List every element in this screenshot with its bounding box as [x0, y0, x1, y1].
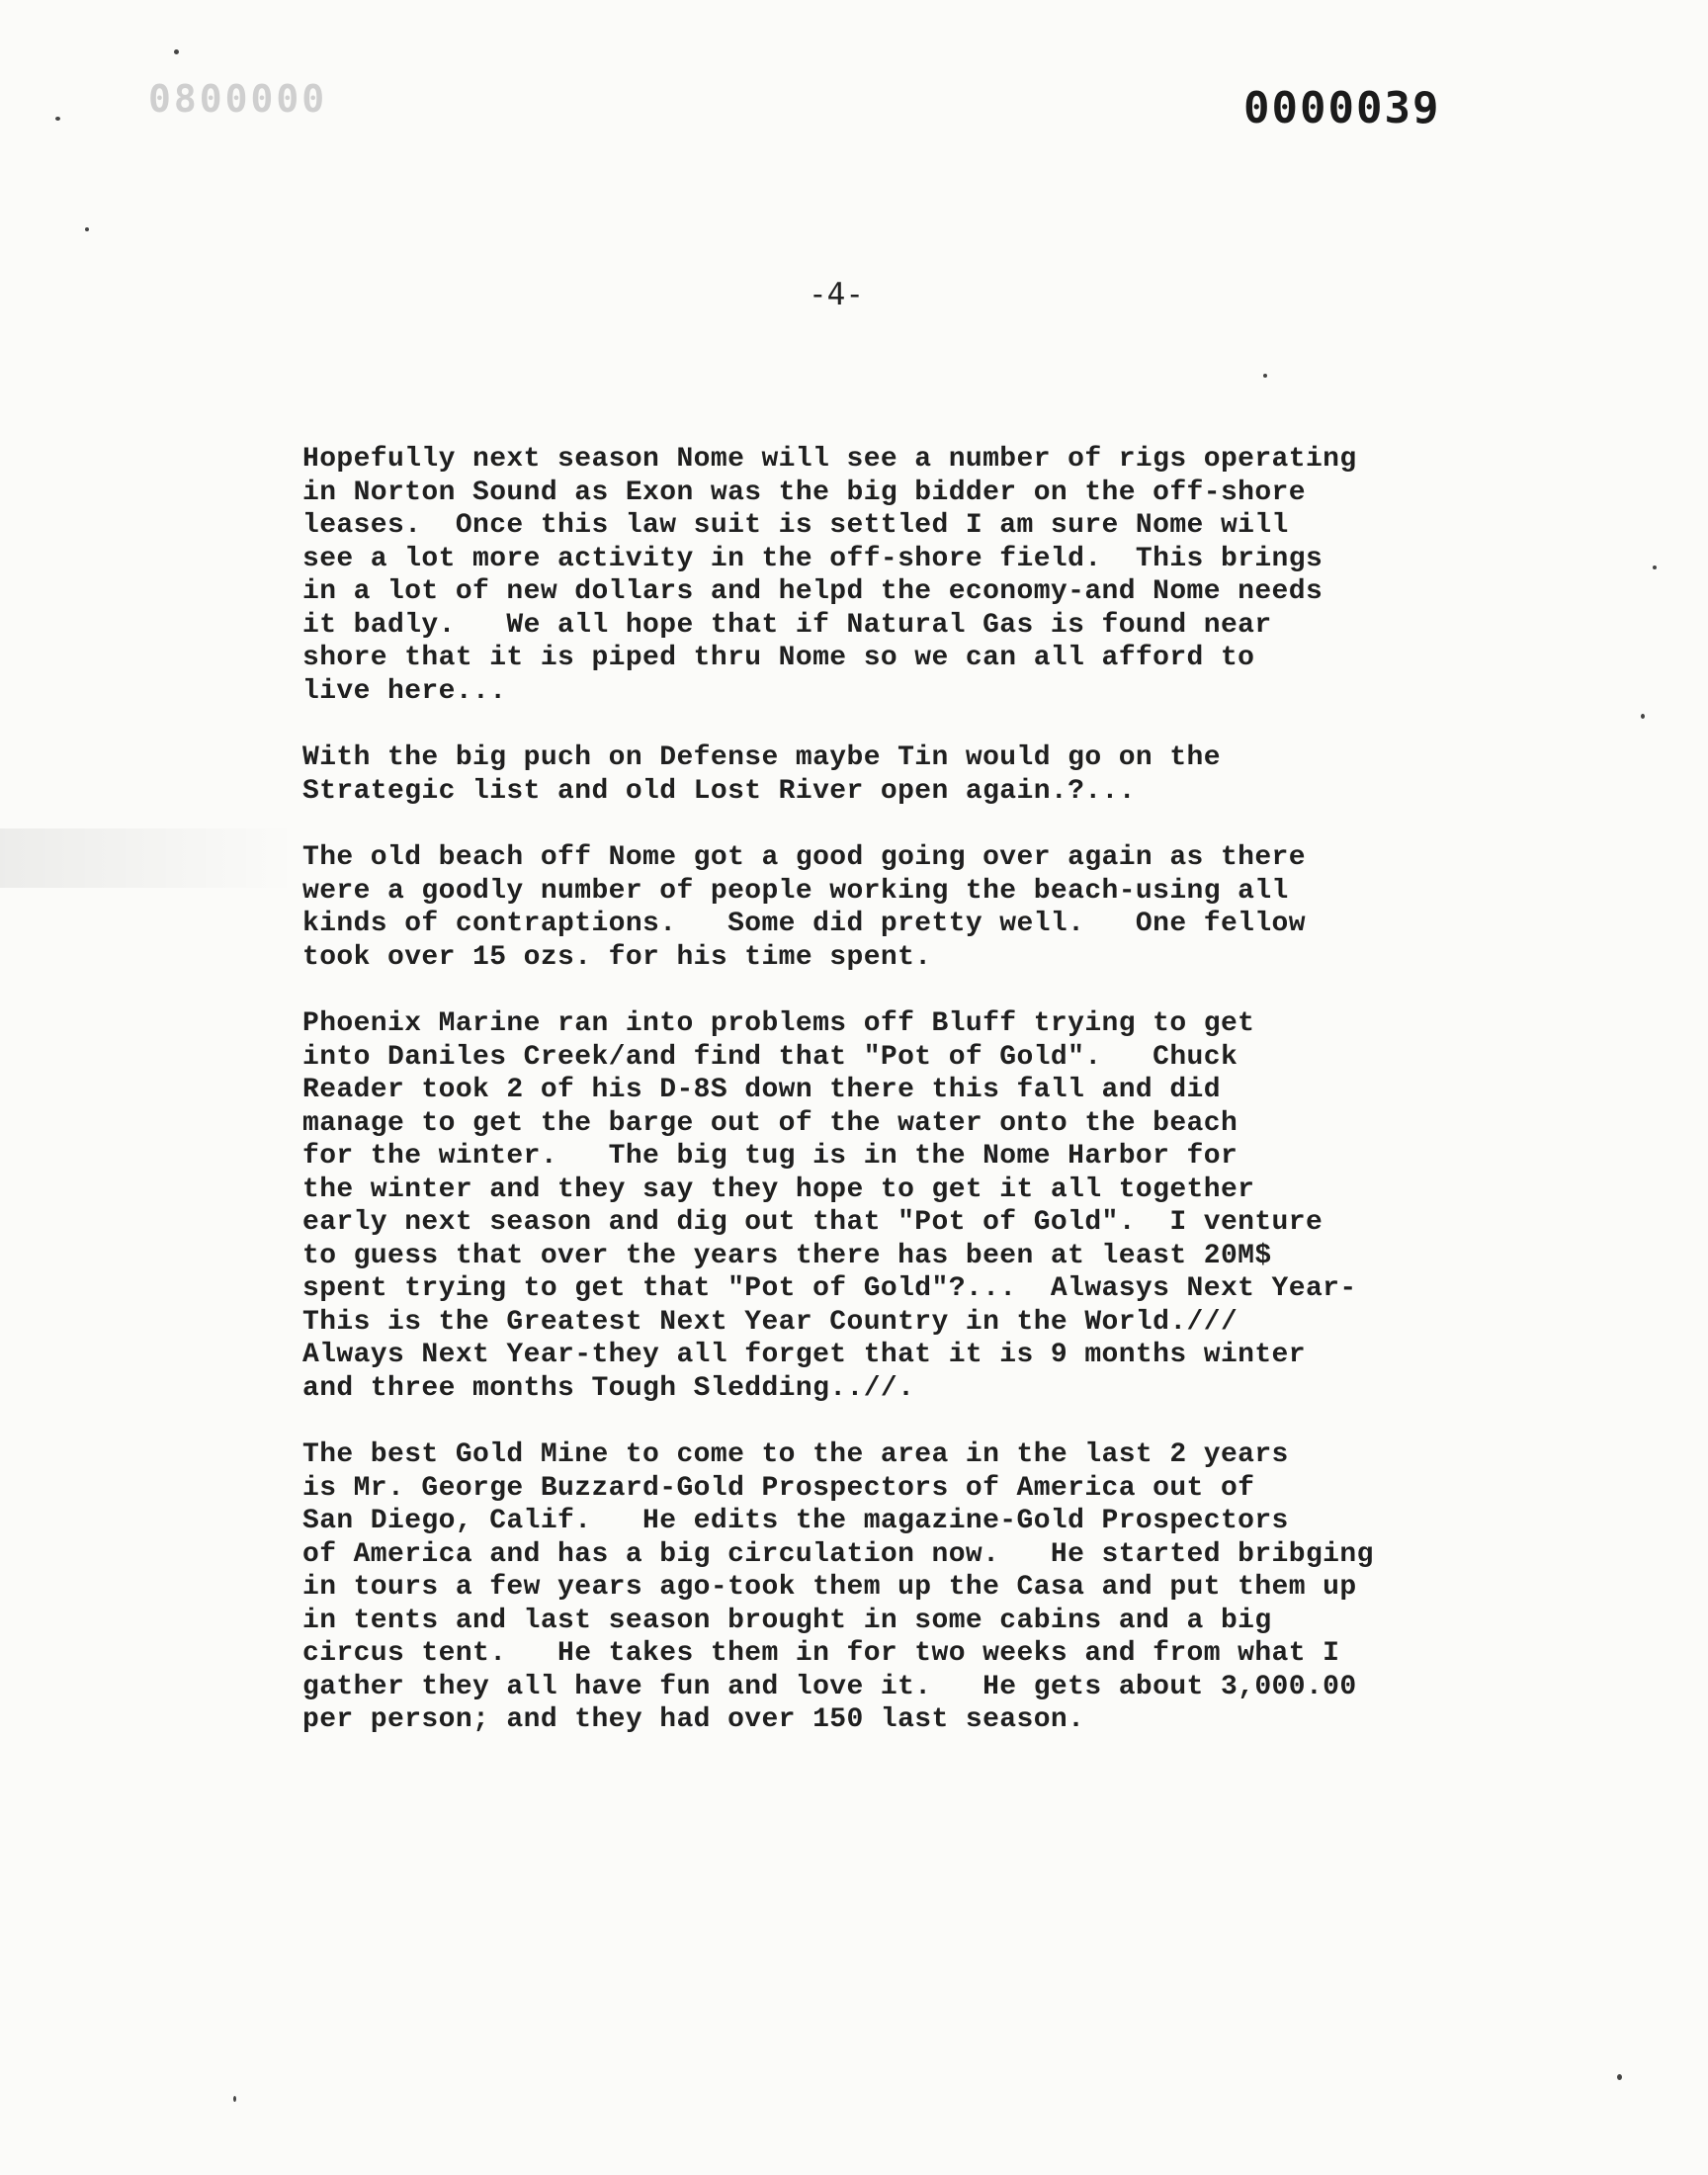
text-line: were a goodly number of people working the beach-using all: [302, 875, 1289, 907]
text-line: it badly. We all hope that if Natural Gas is found near: [302, 609, 1272, 641]
scan-speck: [1617, 2074, 1622, 2080]
text-line: gather they all have fun and love it. He gets about 3,000.00: [302, 1671, 1357, 1702]
text-line: in tents and last season brought in some cabins and a big: [302, 1605, 1272, 1636]
text-line: Always Next Year-they all forget that it is 9 months winter: [302, 1340, 1306, 1370]
text-line: for the winter. The big tug is in the Nome Harbor for: [302, 1141, 1238, 1172]
text-line: leases. Once this law suit is settled I am sure Nome will: [302, 510, 1289, 541]
scan-speck: [174, 49, 179, 54]
text-line: the winter and they say they hope to get it all together: [302, 1174, 1255, 1205]
text-line: in Norton Sound as Exon was the big bidder on the off-shore: [302, 477, 1306, 508]
text-line: shore that it is piped thru Nome so we can all afford to: [302, 643, 1255, 673]
text-line: per person; and they had over 150 last season.: [302, 1704, 1085, 1735]
text-line: live here...: [302, 675, 507, 707]
scan-speck: [85, 227, 89, 231]
text-line: in a lot of new dollars and helpd the economy-and Nome needs: [302, 576, 1324, 607]
text-line: is Mr. George Buzzard-Gold Prospectors of America out of: [302, 1472, 1255, 1504]
document-id-stamp: 0000039: [1243, 83, 1441, 133]
paragraph-offshore-leases: [302, 443, 1587, 708]
text-line: Reader took 2 of his D-8S down there this fall and did: [302, 1075, 1221, 1105]
text-line: Phoenix Marine ran into problems off Bluff trying to get: [302, 1008, 1255, 1039]
text-line: see a lot more activity in the off-shore field. This brings: [302, 543, 1324, 574]
text-line: The best Gold Mine to come to the area in the last 2 years: [302, 1439, 1289, 1470]
paragraph-gold-prospectors: [302, 1438, 1587, 1737]
text-line: kinds of contraptions. Some did pretty well. One fellow: [302, 909, 1306, 939]
scan-speck: [1263, 374, 1267, 378]
text-line: in tours a few years ago-took them up the Casa and put them up: [302, 1572, 1357, 1603]
text-line: With the big puch on Defense maybe Tin would go on the: [302, 742, 1221, 773]
paragraph-phoenix-marine: [302, 1007, 1587, 1405]
paragraph-old-beach: [302, 841, 1587, 974]
scan-speck: [233, 2096, 236, 2102]
page-number: -4-: [809, 277, 864, 312]
faint-document-number-stamp: 0800000: [148, 77, 328, 121]
text-line: circus tent. He takes them in for two weeks and from what I: [302, 1638, 1340, 1669]
paragraph-defense-tin: [302, 741, 1587, 808]
text-line: Hopefully next season Nome will see a number of rigs operating: [302, 444, 1357, 475]
text-line: took over 15 ozs. for his time spent.: [302, 941, 932, 973]
scan-speck: [1641, 714, 1645, 719]
text-line: Strategic list and old Lost River open again.?...: [302, 775, 1136, 807]
scan-speck: [1653, 566, 1657, 569]
text-line: spent trying to get that "Pot of Gold"?... Alwasys Next Year-: [302, 1273, 1357, 1304]
text-line: manage to get the barge out of the water onto the beach: [302, 1107, 1238, 1139]
text-line: into Daniles Creek/and find that "Pot of Gold". Chuck: [302, 1041, 1238, 1073]
scan-smudge: [0, 828, 297, 888]
text-line: San Diego, Calif. He edits the magazine-Gold Prospectors: [302, 1506, 1289, 1536]
text-line: and three months Tough Sledding..//.: [302, 1372, 915, 1404]
text-line: to guess that over the years there has been at least 20M$: [302, 1240, 1272, 1271]
letter-body: [302, 443, 1587, 1771]
text-line: of America and has a big circulation now. He started bribging: [302, 1538, 1374, 1570]
scan-speck: [55, 117, 60, 121]
text-line: The old beach off Nome got a good going over again as there: [302, 842, 1306, 873]
text-line: This is the Greatest Next Year Country in the World.///: [302, 1306, 1238, 1338]
text-line: early next season and dig out that "Pot of Gold". I venture: [302, 1207, 1324, 1238]
